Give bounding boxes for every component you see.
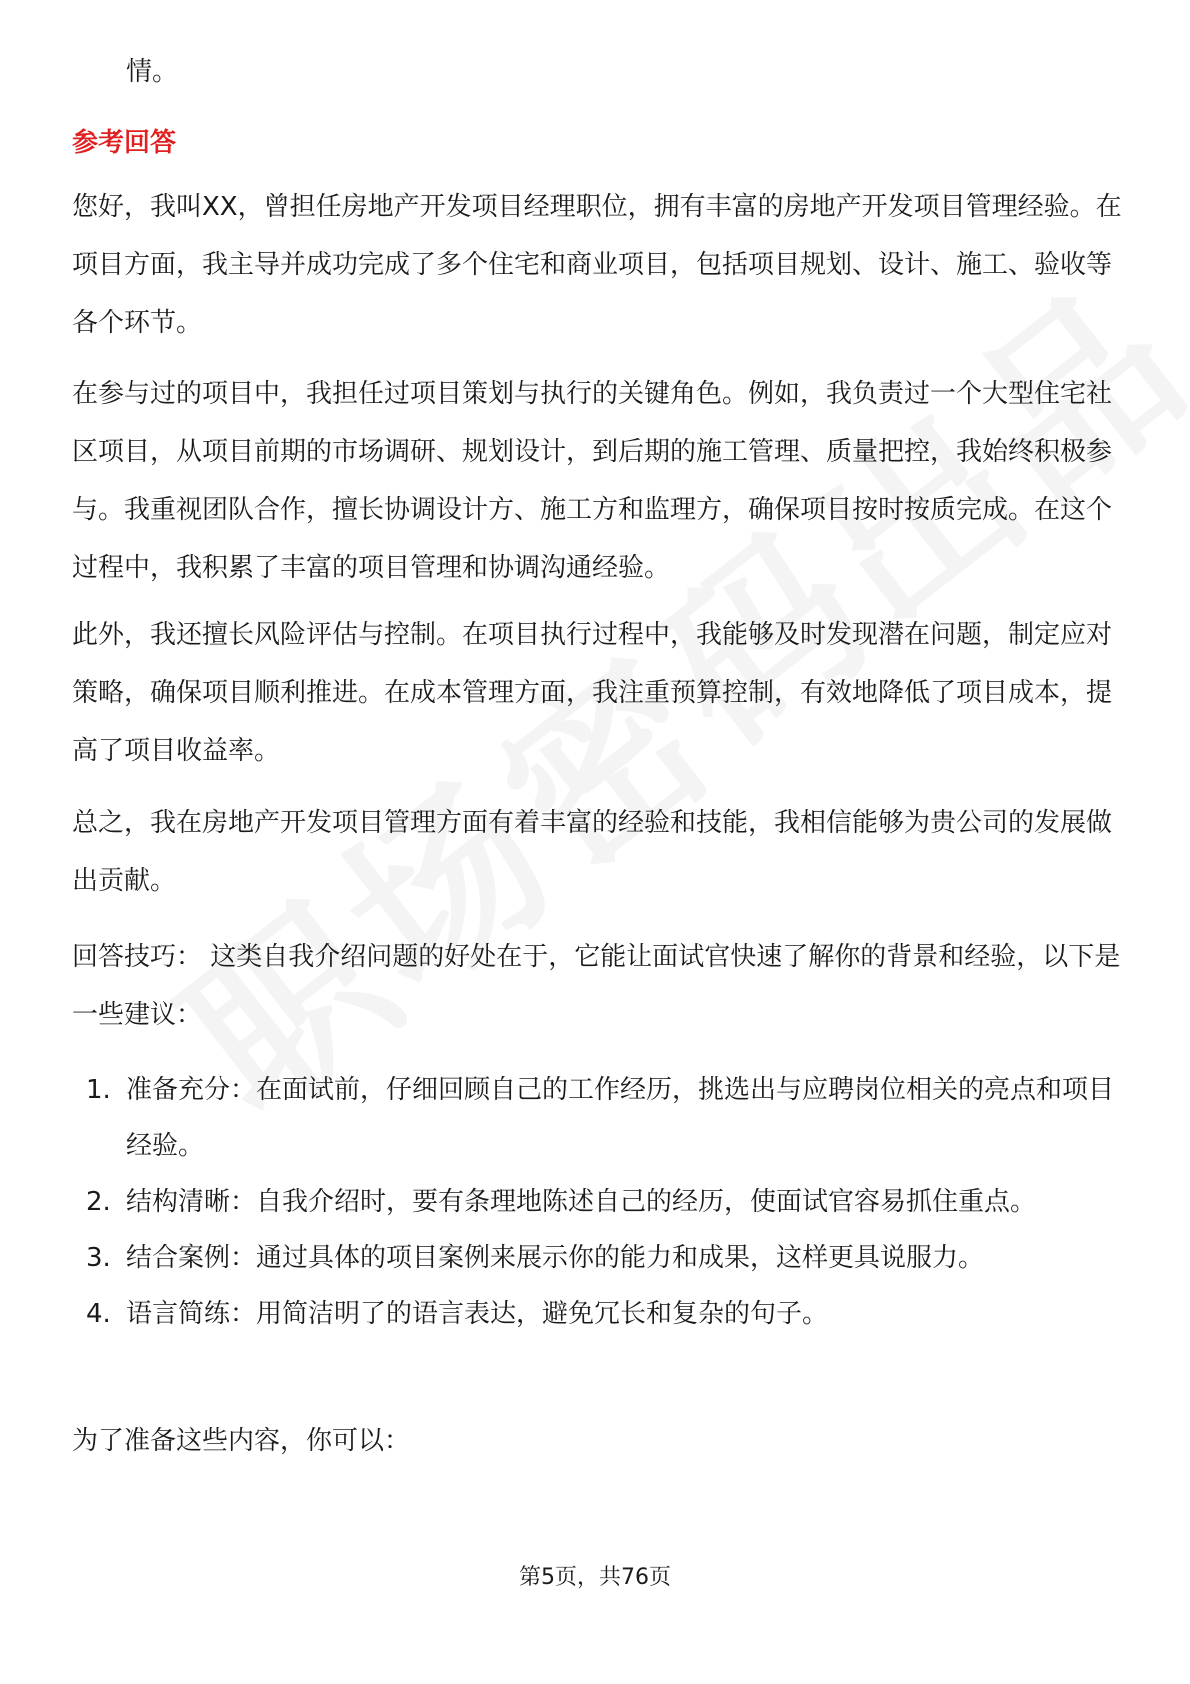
list-item bbox=[72, 1174, 1132, 1230]
section-heading: 参考回答 bbox=[72, 128, 177, 158]
list-item-text: 结合案例：通过具体的项目案例来展示你的能力和成果，这样更具说服力。 bbox=[126, 1243, 985, 1273]
list-item bbox=[72, 1286, 1132, 1342]
list-item-number: 4. bbox=[86, 1299, 111, 1329]
list-item-number: 1. bbox=[86, 1075, 111, 1105]
list-item-text: 结构清晰：自我介绍时，要有条理地陈述自己的经历，使面试官容易抓住重点。 bbox=[126, 1187, 1037, 1217]
answer-paragraph-1: 您好，我叫XX，曾担任房地产开发项目经理职位，拥有丰富的房地产开发项目管理经验。在项目方面，我主导并成功完成了多个住宅和商业项目，包括项目规划、设计、施工、验收等各个环节。 bbox=[72, 192, 1122, 338]
tips-intro-paragraph: 回答技巧： 这类自我介绍问题的好处在于，它能让面试官快速了解你的背景和经验，以下是一些建议： bbox=[72, 942, 1121, 1030]
tips-list bbox=[72, 1062, 1132, 1342]
list-item-text: 语言简练：用简洁明了的语言表达，避免冗长和复杂的句子。 bbox=[126, 1299, 829, 1329]
list-item-number: 3. bbox=[86, 1243, 111, 1273]
list-item bbox=[72, 1230, 1132, 1286]
answer-paragraph-4: 总之，我在房地产开发项目管理方面有着丰富的经验和技能，我相信能够为贵公司的发展做出贡献。 bbox=[72, 808, 1113, 896]
continued-text-fragment: 情。 bbox=[126, 57, 179, 87]
answer-paragraph-2: 在参与过的项目中，我担任过项目策划与执行的关键角色。例如，我负责过一个大型住宅社区项目，从项目前期的市场调研、规划设计，到后期的施工管理、质量把控，我始终积极参与。我重视团队合作，擅长协调设计方、施工方和监理方，确保项目按时按质完成。在这个过程中，我积累了丰富的项目管理和协调沟通经验。 bbox=[72, 379, 1113, 583]
list-item bbox=[72, 1062, 1132, 1174]
list-item-number: 2. bbox=[86, 1187, 111, 1217]
list-item-text: 准备充分：在面试前，仔细回顾自己的工作经历，挑选出与应聘岗位相关的亮点和项目经验。 bbox=[126, 1075, 1115, 1161]
answer-paragraph-3: 此外，我还擅长风险评估与控制。在项目执行过程中，我能够及时发现潜在问题，制定应对策略，确保项目顺利推进。在成本管理方面，我注重预算控制，有效地降低了项目成本，提高了项目收益率。 bbox=[72, 620, 1113, 766]
page-number-footer: 第5页，共76页 bbox=[519, 1565, 671, 1590]
closing-paragraph: 为了准备这些内容，你可以： bbox=[72, 1426, 411, 1456]
